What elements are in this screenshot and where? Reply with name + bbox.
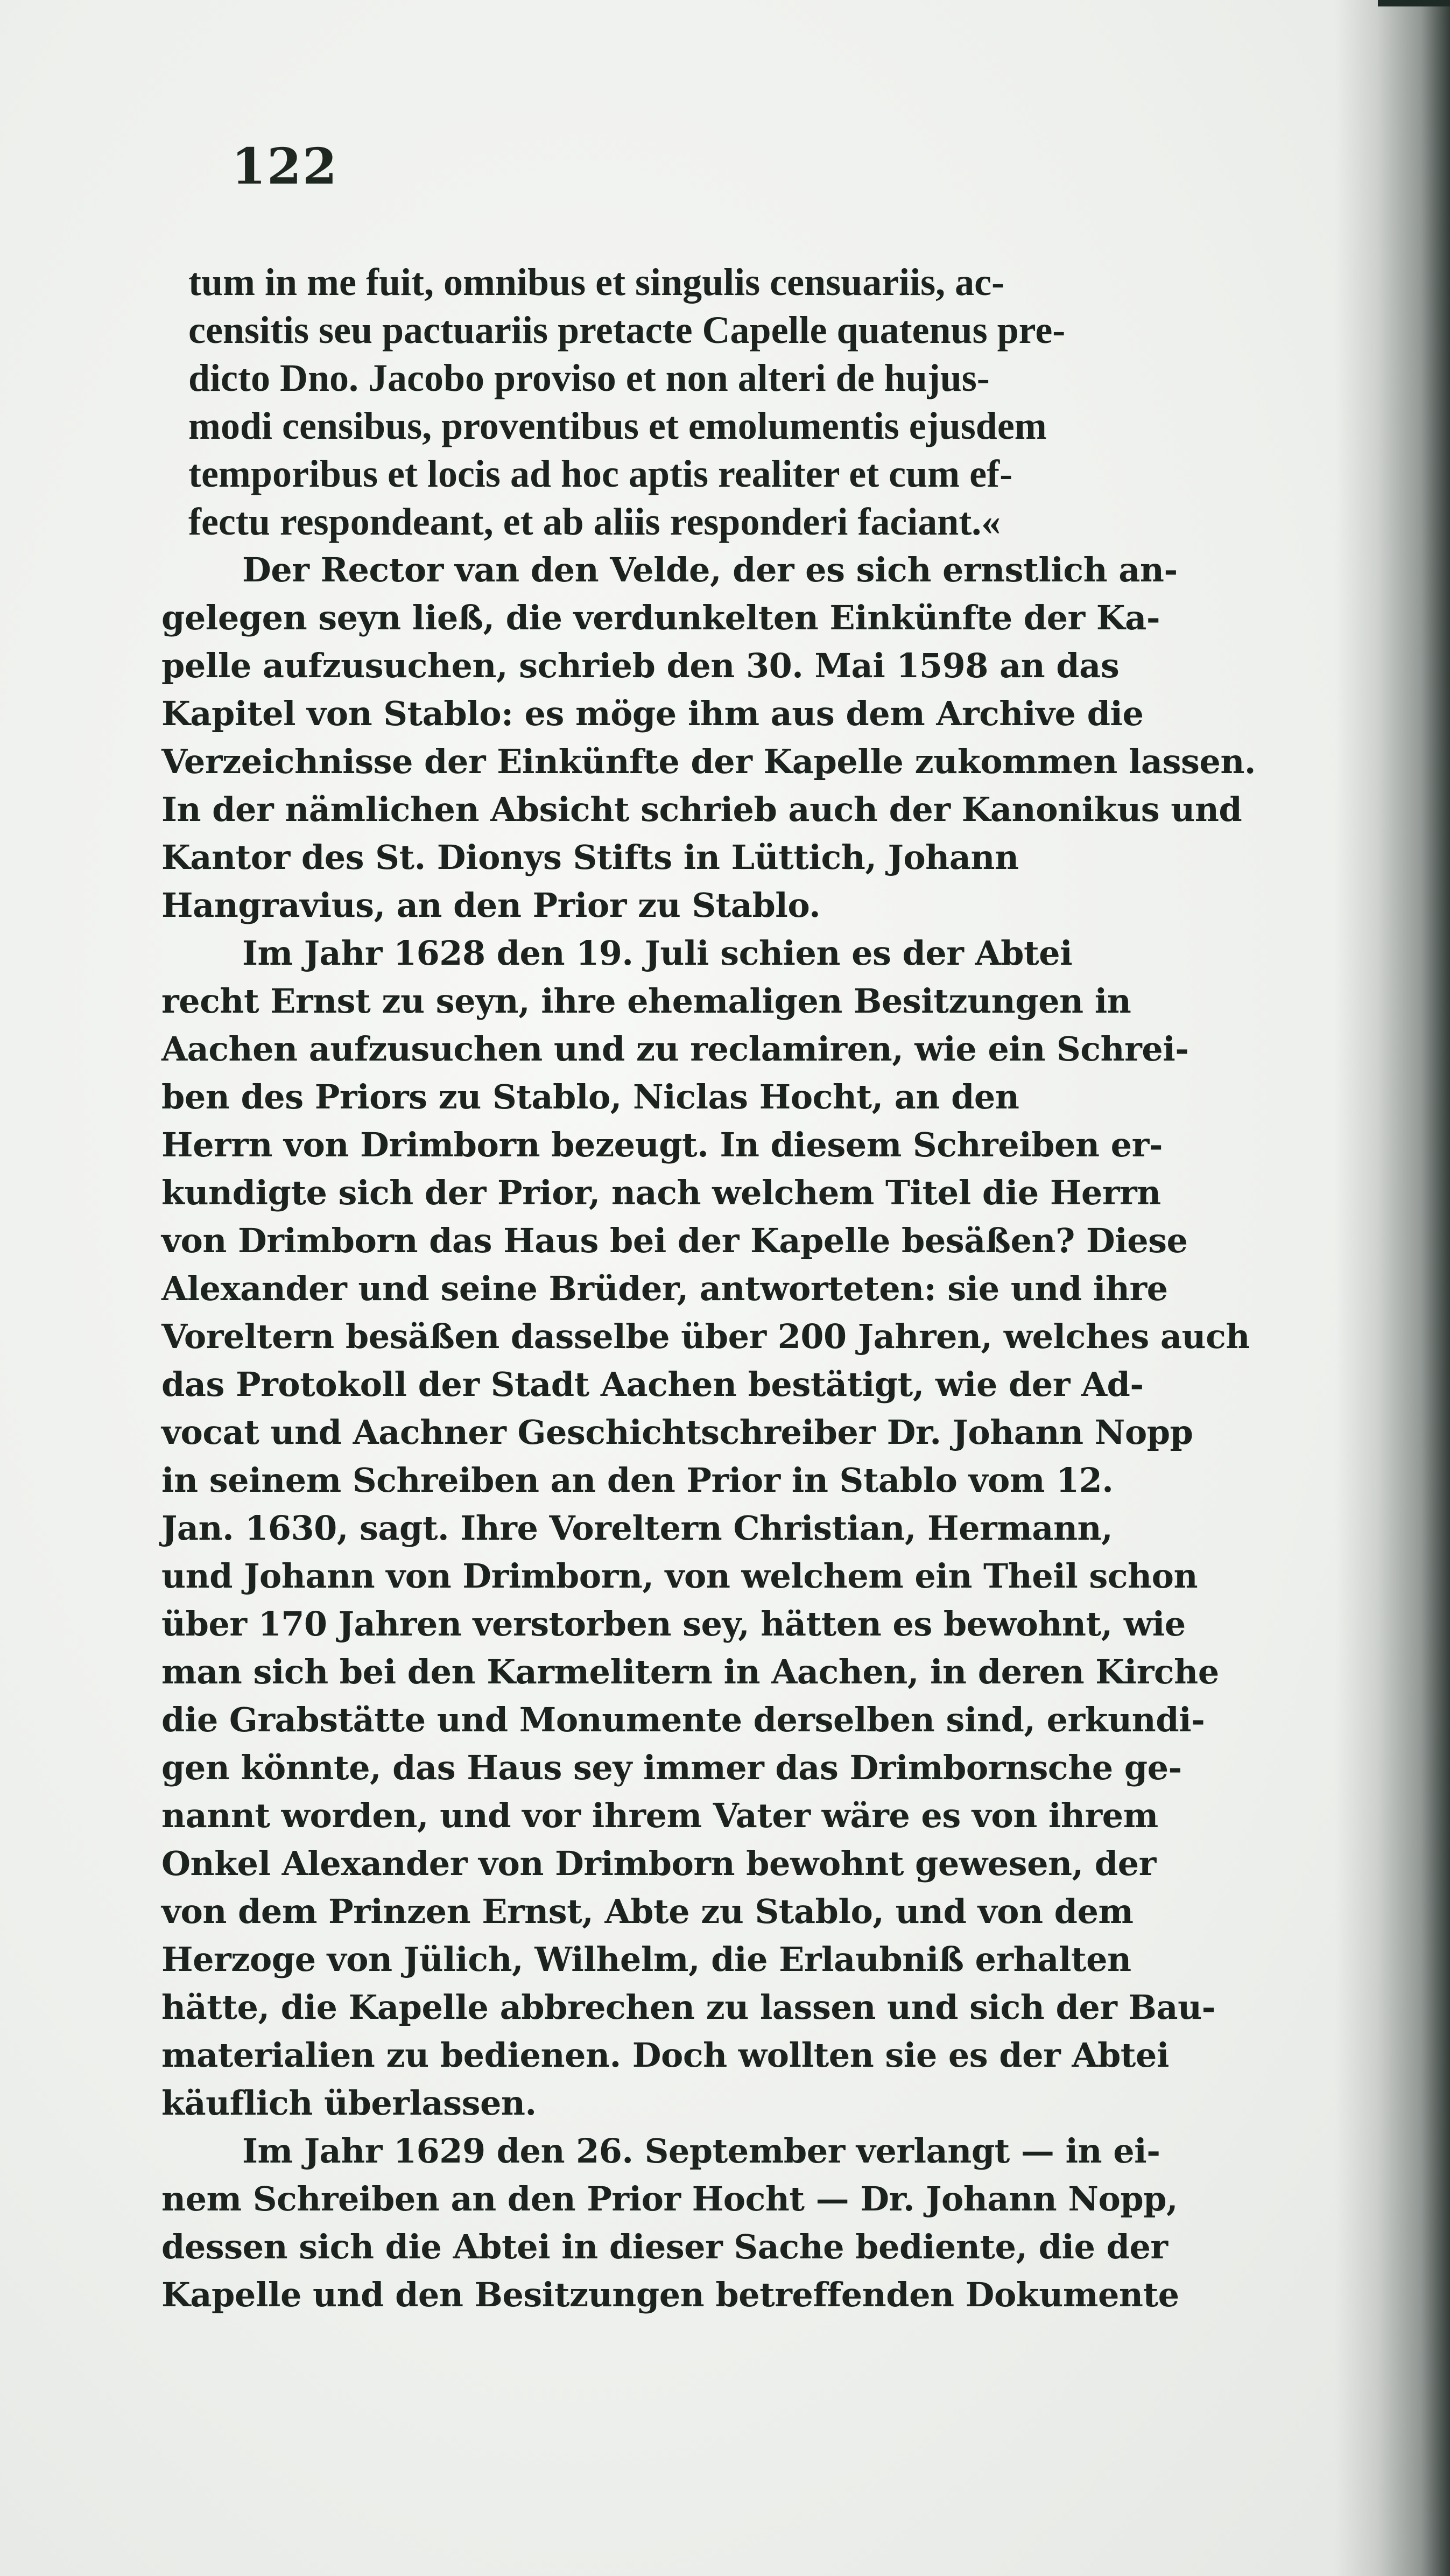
text-line: in seinem Schreiben an den Prior in Stablo vom 12. (161, 1461, 1114, 1500)
text-line: temporibus et locis ad hoc aptis realiter et cum ef- (188, 452, 1013, 495)
text-line: hätte, die Kapelle abbrechen zu lassen und sich der Bau- (161, 1988, 1215, 2027)
text-line: Kantor des St. Dionys Stifts in Lüttich, Johann (161, 838, 1019, 877)
text-line: tum in me fuit, omnibus et singulis censuariis, ac- (188, 261, 1005, 304)
text-line: die Grabstätte und Monumente derselben sind, erkundi- (161, 1700, 1205, 1739)
text-line: man sich bei den Karmelitern in Aachen, in deren Kirche (161, 1652, 1219, 1691)
page-body-text (161, 258, 1308, 2319)
page-edge-shadow (1378, 0, 1450, 6)
text-line: ben des Priors zu Stablo, Niclas Hocht, an den (161, 1077, 1019, 1117)
text-line: Jan. 1630, sagt. Ihre Voreltern Christian, Hermann, (161, 1508, 1113, 1548)
text-line: nem Schreiben an den Prior Hocht — Dr. Johann Nopp, (161, 2179, 1178, 2219)
text-line: von Drimborn das Haus bei der Kapelle besäßen? Diese (161, 1221, 1188, 1260)
text-line: Verzeichnisse der Einkünfte der Kapelle zukommen lassen. (161, 742, 1256, 781)
text-line: censitis seu pactuariis pretacte Capelle quatenus pre- (188, 308, 1066, 352)
text-line: kundigte sich der Prior, nach welchem Titel die Herrn (161, 1173, 1161, 1212)
paragraph-1629 (161, 2127, 1308, 2319)
text-line: Kapelle und den Besitzungen betreffenden Dokumente (161, 2275, 1179, 2314)
text-line: nannt worden, und vor ihrem Vater wäre es von ihrem (161, 1796, 1158, 1835)
text-line: Alexander und seine Brüder, antworteten: sie und ihre (161, 1269, 1168, 1308)
text-line: Der Rector van den Velde, der es sich ernstlich an- (242, 550, 1178, 589)
text-line: Voreltern besäßen dasselbe über 200 Jahren, welches auch (161, 1317, 1250, 1356)
latin-quote (161, 258, 1308, 546)
text-line: Herzoge von Jülich, Wilhelm, die Erlaubniß erhalten (161, 1940, 1131, 1979)
text-line: Onkel Alexander von Drimborn bewohnt gewesen, der (161, 1844, 1156, 1883)
text-line: Herrn von Drimborn bezeugt. In diesem Schreiben er- (161, 1125, 1163, 1164)
text-line: Aachen aufzusuchen und zu reclamiren, wie ein Schrei- (161, 1029, 1189, 1069)
text-line: modi censibus, proventibus et emolumentis ejusdem (188, 404, 1047, 447)
text-line: In der nämlichen Absicht schrieb auch der Kanonikus und (161, 790, 1242, 829)
page-number: 122 (231, 137, 339, 195)
text-line: dicto Dno. Jacobo proviso et non alteri de hujus- (188, 356, 990, 399)
text-line: käuflich überlassen. (161, 2083, 537, 2123)
text-line: recht Ernst zu seyn, ihre ehemaligen Besitzungen in (161, 981, 1131, 1021)
text-line: fectu respondeant, et ab aliis responderi faciant.« (188, 500, 1001, 543)
text-line: das Protokoll der Stadt Aachen bestätigt, wie der Ad- (161, 1365, 1144, 1404)
text-line: Kapitel von Stablo: es möge ihm aus dem Archive die (161, 694, 1144, 733)
text-line: Hangravius, an den Prior zu Stablo. (161, 886, 821, 925)
text-line: gelegen seyn ließ, die verdunkelten Einkünfte der Ka- (161, 598, 1160, 637)
text-line: dessen sich die Abtei in dieser Sache bediente, die der (161, 2227, 1168, 2266)
text-line: und Johann von Drimborn, von welchem ein Theil schon (161, 1556, 1198, 1596)
paragraph-rector (161, 546, 1308, 929)
text-line: vocat und Aachner Geschichtschreiber Dr. Johann Nopp (161, 1413, 1193, 1452)
text-line: pelle aufzusuchen, schrieb den 30. Mai 1598 an das (161, 646, 1120, 685)
text-line: materialien zu bedienen. Doch wollten sie es der Abtei (161, 2035, 1169, 2075)
paragraph-1628 (161, 929, 1308, 2127)
text-line: über 170 Jahren verstorben sey, hätten es bewohnt, wie (161, 1604, 1186, 1644)
text-line: Im Jahr 1628 den 19. Juli schien es der Abtei (242, 933, 1073, 973)
text-line: gen könnte, das Haus sey immer das Drimbornsche ge- (161, 1748, 1182, 1787)
text-line: Im Jahr 1629 den 26. September verlangt — in ei- (242, 2131, 1160, 2171)
text-line: von dem Prinzen Ernst, Abte zu Stablo, und von dem (161, 1892, 1134, 1931)
